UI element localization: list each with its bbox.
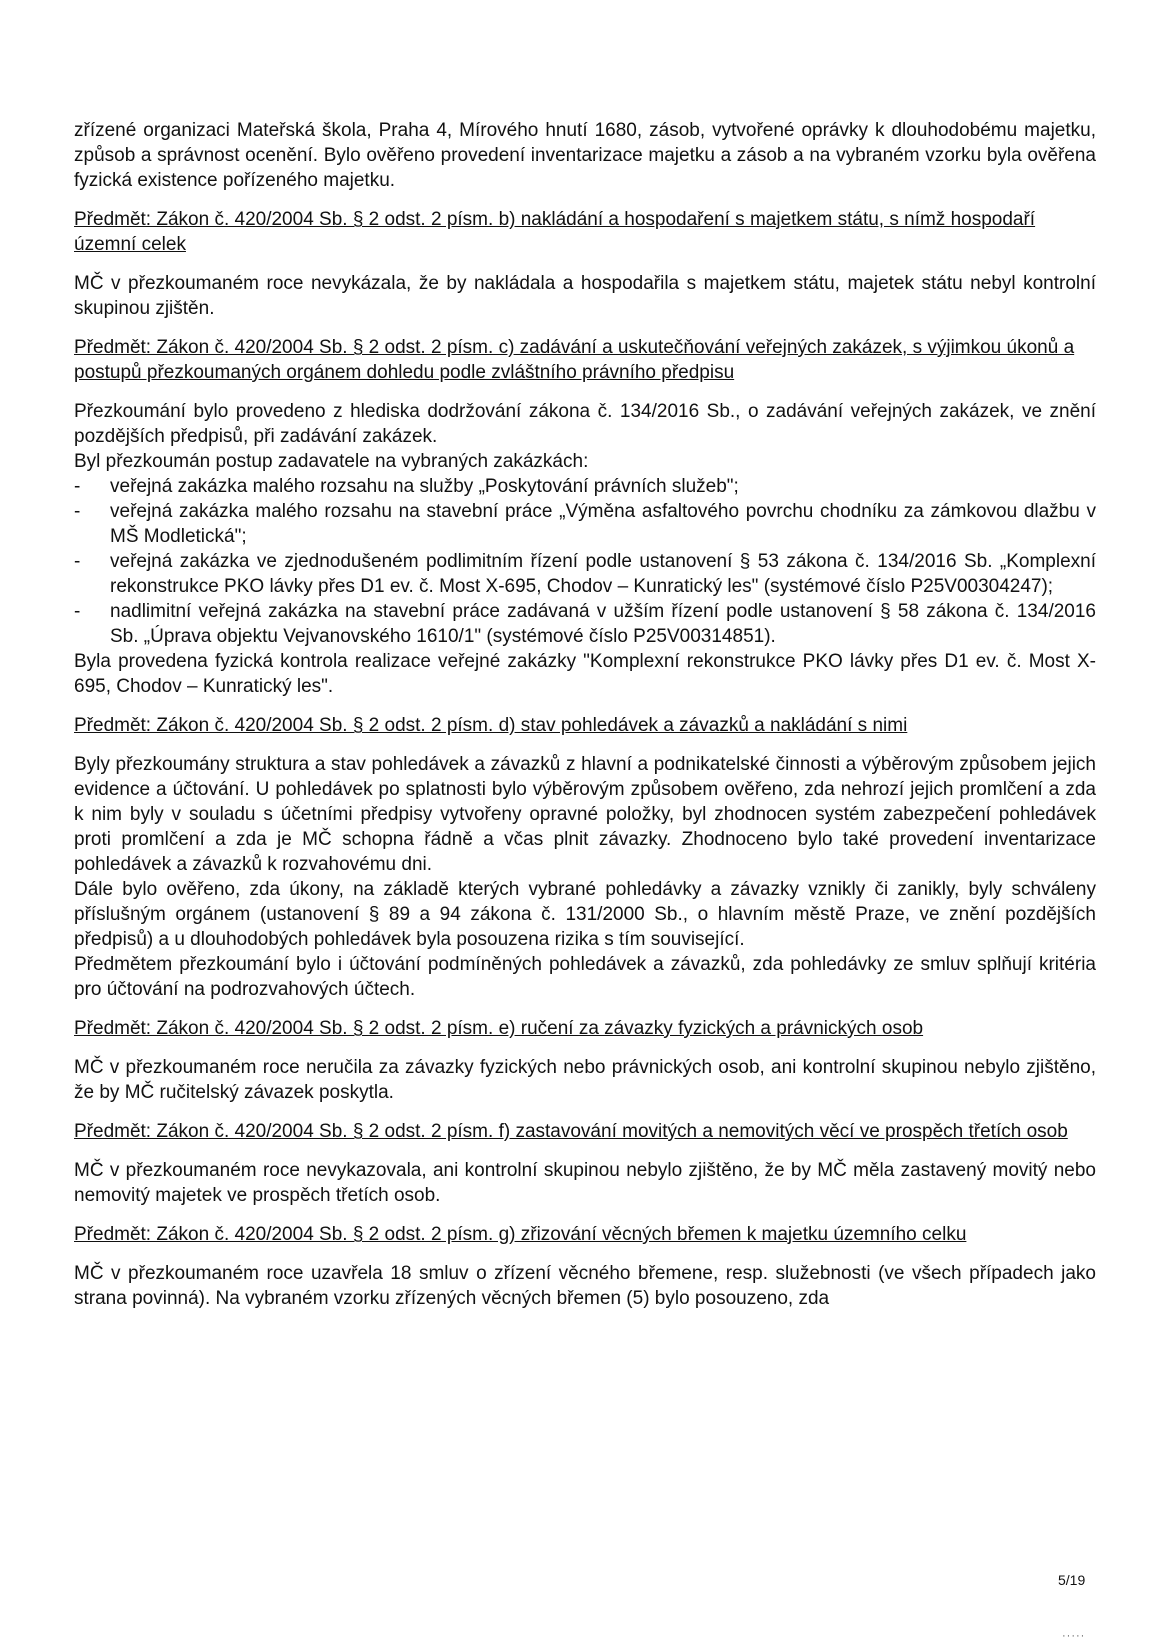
- list-item: - veřejná zakázka malého rozsahu na stavební práce „Výměna asfaltového povrchu chodníku za zámkovou dlažbu v MŠ Modletická";: [74, 499, 1096, 549]
- section-heading-e: Předmět: Zákon č. 420/2004 Sb. § 2 odst. 2 písm. e) ručení za závazky fyzických a právnických osob: [74, 1018, 924, 1039]
- paragraph-e: MČ v přezkoumaném roce neručila za závazky fyzických nebo právnických osob, ani kontrolní skupinou nebylo zjištěno, že by MČ ručitelský závazek poskytla.: [74, 1057, 1096, 1103]
- paragraph-d2: Dále bylo ověřeno, zda úkony, na základě kterých vybrané pohledávky a závazky vznikly či zanikly, byly schváleny příslušným orgánem (ustanovení § 89 a 94 zákona č. 131/2000 Sb., o hlavním městě Praze, ve znění pozdějších předpisů) a u dlouhodobých pohledávek byla posouzena rizika s tím související.: [74, 879, 1096, 950]
- paragraph-f: MČ v přezkoumaném roce nevykazovala, ani kontrolní skupinou nebylo zjištěno, že by MČ měla zastavený movitý nebo nemovitý majetek ve prospěch třetích osob.: [74, 1160, 1096, 1206]
- paragraph-c2: Byl přezkoumán postup zadavatele na vybraných zakázkách:: [74, 451, 589, 472]
- paragraph-b: MČ v přezkoumaném roce nevykázala, že by nakládala a hospodařila s majetkem státu, majetek státu nebyl kontrolní skupinou zjištěn.: [74, 273, 1096, 319]
- section-heading-c: Předmět: Zákon č. 420/2004 Sb. § 2 odst. 2 písm. c) zadávání a uskutečňování veřejných zakázek, s výjimkou úkonů a postupů přezkoumaných orgánem dohledu podle zvláštního právního předpisu: [74, 337, 1075, 383]
- list-item: - nadlimitní veřejná zakázka na stavební práce zadávaná v užším řízení podle ustanovení § 58 zákona č. 134/2016 Sb. „Úprava objektu Vejvanovského 1610/1" (systémové číslo P25V00314851).: [74, 599, 1096, 649]
- paragraph-g: MČ v přezkoumaném roce uzavřela 18 smluv o zřízení věcného břemene, resp. služebnosti (ve všech případech jako strana povinná). Na vybraném vzorku zřízených věcných břemen (5) bylo posouzeno, zda: [74, 1263, 1096, 1309]
- section-heading-g: Předmět: Zákon č. 420/2004 Sb. § 2 odst. 2 písm. g) zřizování věcných břemen k majetku územního celku: [74, 1224, 967, 1245]
- paragraph-c3: Byla provedena fyzická kontrola realizace veřejné zakázky "Komplexní rekonstrukce PKO lávky přes D1 ev. č. Most X-695, Chodov – Kunratický les".: [74, 651, 1096, 697]
- section-heading-f: Předmět: Zákon č. 420/2004 Sb. § 2 odst. 2 písm. f) zastavování movitých a nemovitých věcí ve prospěch třetích osob: [74, 1121, 1068, 1142]
- list-item: - veřejná zakázka malého rozsahu na služby „Poskytování právních služeb";: [74, 474, 1096, 499]
- list-item: - veřejná zakázka ve zjednodušeném podlimitním řízení podle ustanovení § 53 zákona č. 134/2016 Sb. „Komplexní rekonstrukce PKO lávky přes D1 ev. č. Most X-695, Chodov – Kunratický les" (systémové číslo P25V00304247);: [74, 549, 1096, 599]
- paragraph-d1: Byly přezkoumány struktura a stav pohledávek a závazků z hlavní a podnikatelské činnosti a výběrovým způsobem jejich evidence a účtování. U pohledávek po splatnosti bylo výběrovým způsobem ověřeno, zda nehrozí jejich promlčení a zda k nim byly v souladu s účetními předpisy vytvořeny opravné položky, byl zhodnocen systém zabezpečení pohledávek proti promlčení a zda je MČ schopna řádně a včas plnit závazky. Zhodnoceno bylo také provedení inventarizace pohledávek a závazků k rozvahovému dni.: [74, 754, 1096, 875]
- paragraph-intro: zřízené organizaci Mateřská škola, Praha 4, Mírového hnutí 1680, zásob, vytvořené oprávky k dlouhodobému majetku, způsob a správnost ocenění. Bylo ověřeno provedení inventarizace majetku a zásob a na vybraném vzorku byla ověřena fyzická existence pořízeného majetku.: [74, 120, 1096, 191]
- paragraph-c1: Přezkoumání bylo provedeno z hlediska dodržování zákona č. 134/2016 Sb., o zadávání veřejných zakázek, ve znění pozdějších předpisů, při zadávání zakázek.: [74, 401, 1096, 447]
- document-page: [74, 118, 1096, 1311]
- contract-list: [74, 474, 1096, 649]
- section-heading-b: Předmět: Zákon č. 420/2004 Sb. § 2 odst. 2 písm. b) nakládání a hospodaření s majetkem státu, s nímž hospodaří územní celek: [74, 209, 1036, 255]
- paragraph-d3: Předmětem přezkoumání bylo i účtování podmíněných pohledávek a závazků, zda pohledávky ze smluv splňují kritéria pro účtování na podrozvahových účtech.: [74, 954, 1096, 1000]
- section-heading-d: Předmět: Zákon č. 420/2004 Sb. § 2 odst. 2 písm. d) stav pohledávek a závazků a nakládání s nimi: [74, 715, 908, 736]
- scan-mark: ·····: [1062, 1630, 1086, 1642]
- page-number: 5/19: [1058, 1572, 1086, 1588]
